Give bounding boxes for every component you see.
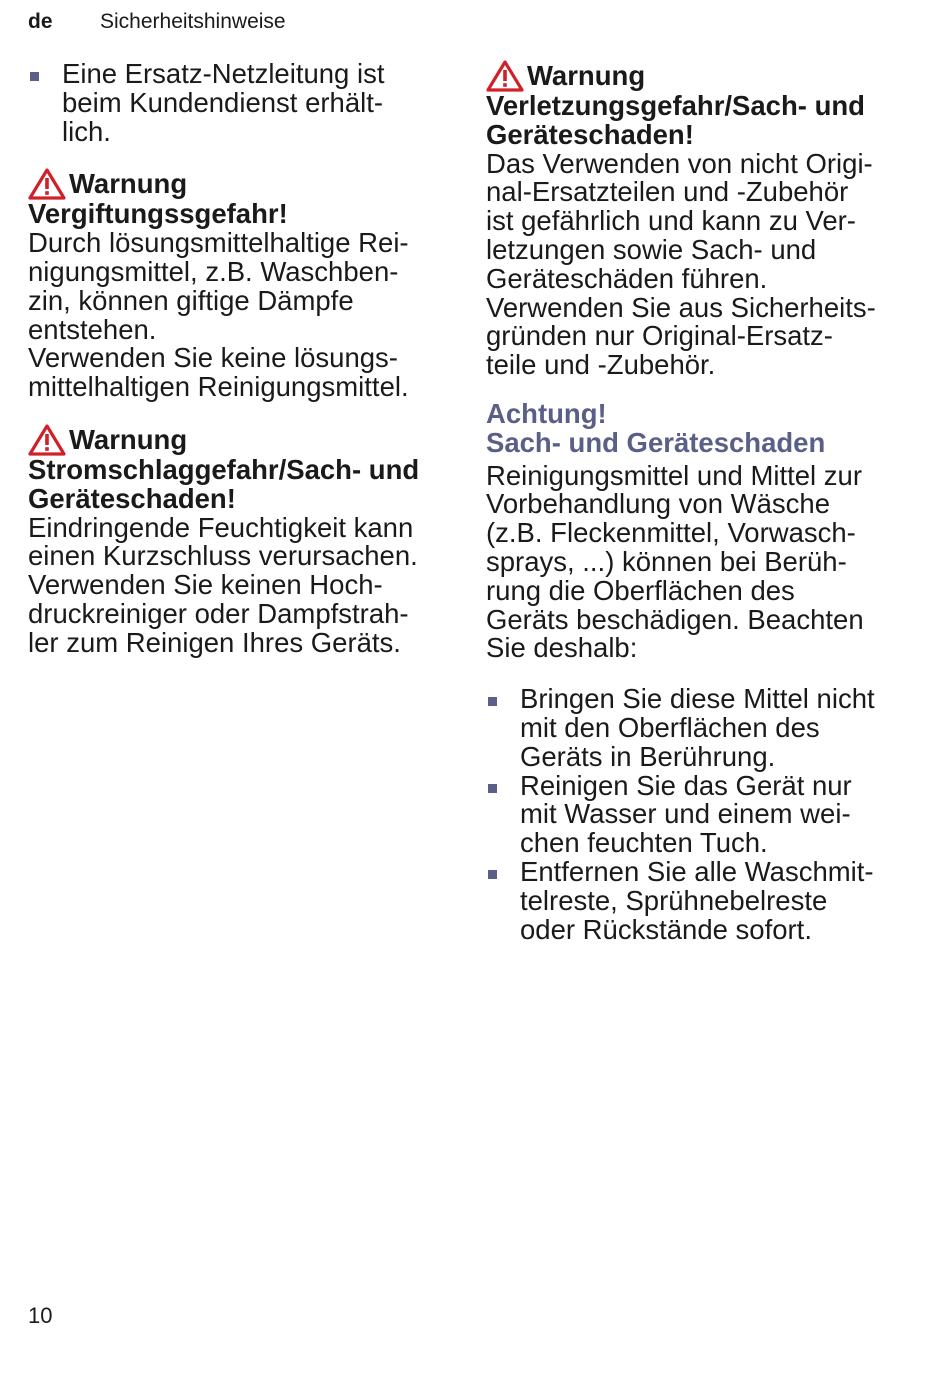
bullet-text: Bringen Sie diese Mittel nicht mit den Oberflächen des Geräts in Berührung. (520, 683, 875, 772)
left-column (28, 60, 448, 658)
warning-body: Durch lösungsmittelhaltige Rei- nigungsmittel, z.B. Waschben- zin, können giftige Dämpfe entstehen. Verwenden Sie keine lösungs- mittelhaltigen Reinigungsmittel. (28, 227, 409, 403)
warning-heading: Verletzungsgefahr/Sach- und Geräteschaden! (486, 90, 865, 150)
warning-label: Warnung (69, 423, 188, 455)
page-number: 10 (28, 1303, 53, 1328)
bullet-text: Eine Ersatz-Netzleitung ist beim Kundendienst erhält- lich. (62, 58, 385, 147)
language-code: de (28, 10, 53, 33)
caution-list (486, 685, 916, 944)
bullet-text: Entfernen Sie alle Waschmit- telreste, Sprühnebelreste oder Rückstände sofort. (520, 855, 874, 945)
caution-body: Reinigungsmittel und Mittel zur Vorbehandlung von Wäsche (z.B. Fleckenmittel, Vorwasch- sprays, ...) können bei Berüh- rung die Oberflächen des Geräts beschädigen. Beachten Sie deshalb: (486, 459, 864, 664)
warning-triangle-icon (28, 168, 66, 200)
warning-triangle-icon (486, 60, 524, 92)
caution-heading: Sach- und Geräteschaden (486, 426, 826, 458)
list-item (28, 60, 448, 146)
list-item (486, 685, 916, 771)
warning-title (28, 168, 448, 200)
bullet-text: Reinigen Sie das Gerät nur mit Wasser und einem wei- chen feuchten Tuch. (520, 769, 852, 859)
warning-heading: Stromschlaggefahr/Sach- und Geräteschaden! (28, 453, 420, 514)
section-title: Sicherheitshinweise (100, 10, 286, 33)
warning-title (28, 424, 448, 456)
caution-title: Achtung! (486, 397, 607, 429)
list-item (486, 769, 916, 859)
square-bullet-icon (488, 870, 497, 879)
square-bullet-icon (30, 72, 39, 81)
square-bullet-icon (488, 784, 497, 793)
warning-body: Eindringende Feuchtigkeit kann einen Kurzschluss verursachen. Verwenden Sie keinen Hoch- druckreiniger oder Dampfstrah- ler zum Reinigen Ihres Geräts. (28, 511, 418, 658)
square-bullet-icon (488, 697, 497, 706)
page-header (28, 8, 286, 36)
right-column (486, 60, 916, 944)
warning-block-electric-shock (28, 424, 448, 658)
warning-heading: Vergiftungssgefahr! (28, 198, 288, 230)
warning-block-injury (486, 60, 916, 380)
warning-title (486, 60, 916, 92)
warning-body: Das Verwenden von nicht Origi- nal-Ersatzteilen und -Zubehör ist gefährlich und kann zu Ver- letzungen sowie Sach- und Geräteschäden führen. Verwenden Sie aus Sicherheits- gründen nur Original-Ersatz- teile und -Zubehör. (486, 147, 876, 381)
list-item (486, 855, 916, 945)
warning-label: Warnung (527, 60, 646, 91)
caution-block (486, 397, 916, 945)
warning-block-poisoning (28, 168, 448, 402)
warning-triangle-icon (28, 424, 66, 456)
warning-label: Warnung (69, 168, 188, 200)
